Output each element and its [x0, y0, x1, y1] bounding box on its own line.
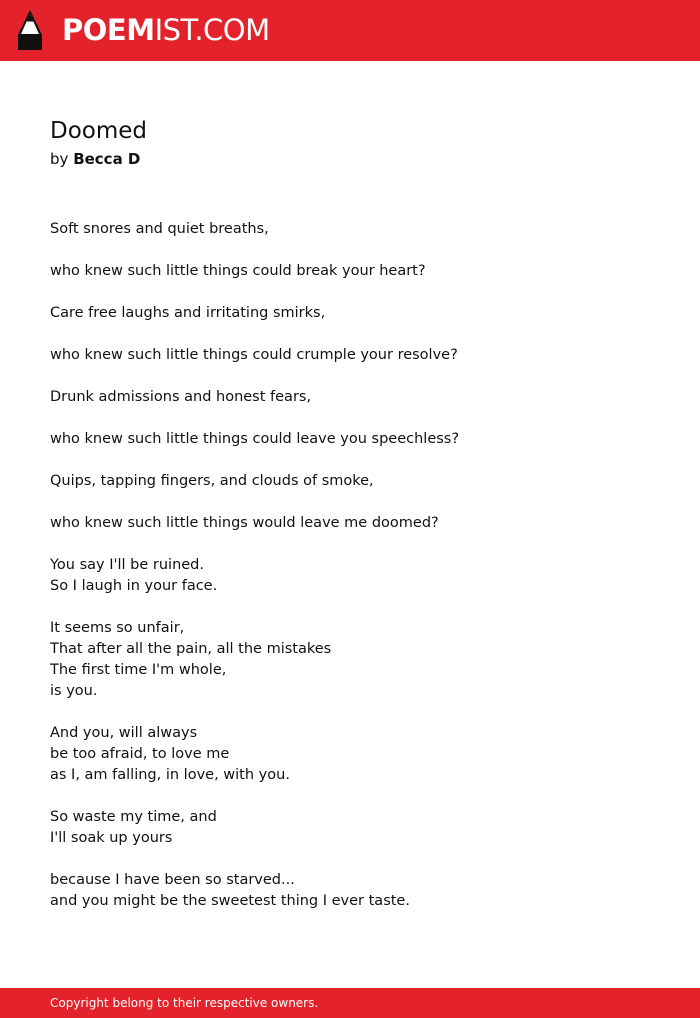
poem-author: Becca D	[73, 150, 141, 168]
poem-line: Drunk admissions and honest fears,	[50, 389, 312, 405]
site-logo[interactable]	[62, 12, 270, 48]
site-footer	[0, 988, 700, 1018]
poem-line: as I, am falling, in love, with you.	[50, 767, 290, 783]
poem-line: That after all the pain, all the mistakes	[50, 641, 332, 657]
poem-line: So waste my time, and	[50, 809, 217, 825]
by-label: by	[50, 150, 69, 168]
poem-line: And you, will always	[50, 725, 198, 741]
poem-line: be too afraid, to love me	[50, 746, 230, 762]
poem-title: Doomed	[50, 118, 148, 144]
poem-line: So I laugh in your face.	[50, 578, 218, 594]
poem-stanza	[50, 555, 650, 597]
poem-stanza	[50, 618, 650, 702]
poem-stanza	[50, 471, 650, 492]
poem-line: I'll soak up yours	[50, 830, 173, 846]
poem-stanza	[50, 513, 650, 534]
poem-line: who knew such little things could leave you speechless?	[50, 431, 460, 447]
poem-line: The first time I'm whole,	[50, 662, 227, 678]
copyright-notice: Copyright belong to their respective owners.	[50, 996, 319, 1010]
poem-stanza	[50, 807, 650, 849]
poem-line: Soft snores and quiet breaths,	[50, 221, 269, 237]
logo-brand-bold: POEM	[62, 13, 155, 47]
poem-line: who knew such little things could crumple your resolve?	[50, 347, 458, 363]
poem-line: It seems so unfair,	[50, 620, 185, 636]
poem-stanza	[50, 219, 650, 240]
poem-line: is you.	[50, 683, 98, 699]
poem-line: Quips, tapping fingers, and clouds of smoke,	[50, 473, 374, 489]
site-header	[0, 0, 700, 61]
poem-line: Care free laughs and irritating smirks,	[50, 305, 326, 321]
poem-stanza	[50, 345, 650, 366]
poem-line: You say I'll be ruined.	[50, 557, 204, 573]
poem-stanza	[50, 303, 650, 324]
poem-byline	[50, 149, 140, 169]
poem-body	[50, 219, 650, 933]
poem-stanza	[50, 261, 650, 282]
pencil-tip-icon[interactable]	[17, 9, 43, 51]
logo-brand-light: IST.COM	[154, 13, 270, 47]
poem-line: who knew such little things could break your heart?	[50, 263, 426, 279]
poem-stanza	[50, 387, 650, 408]
poem-stanza	[50, 723, 650, 786]
poem-line: who knew such little things would leave me doomed?	[50, 515, 439, 531]
poem-line: because I have been so starved...	[50, 872, 295, 888]
poem-line: and you might be the sweetest thing I ever taste.	[50, 893, 410, 909]
poem-stanza	[50, 870, 650, 912]
poem-stanza	[50, 429, 650, 450]
